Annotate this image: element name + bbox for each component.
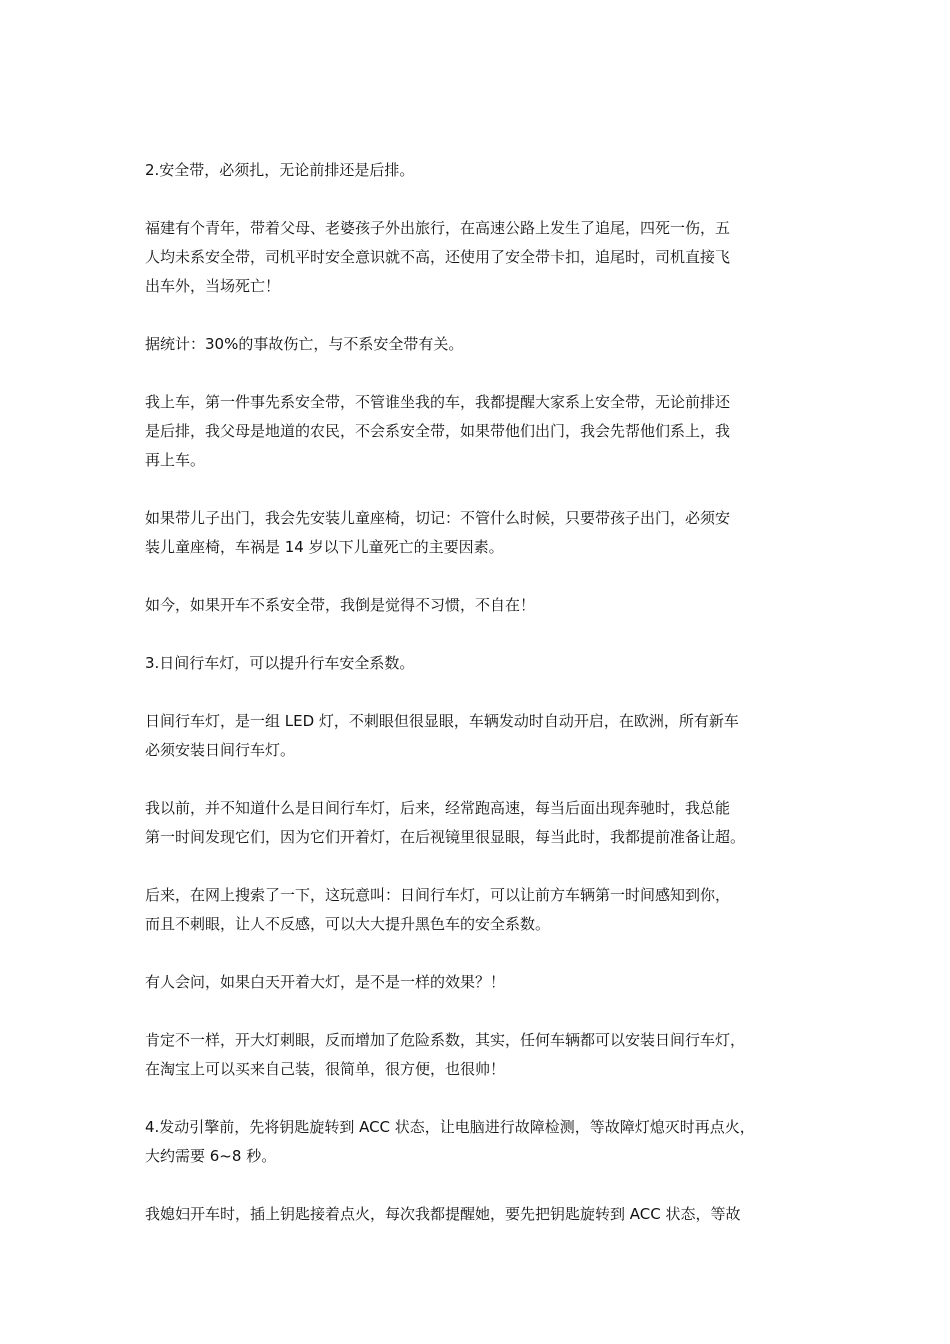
text-line: 如果带儿子出门，我会先安装儿童座椅，切记：不管什么时候，只要带孩子出门，必须安 [145, 509, 731, 527]
text-line: 2.安全带，必须扎，无论前排还是后排。 [145, 161, 415, 179]
text-line: 人均未系安全带，司机平时安全意识就不高，还使用了安全带卡扣，追尾时，司机直接飞 [145, 248, 731, 266]
text-line: 必须安装日间行车灯。 [145, 741, 296, 759]
text-line: 再上车。 [145, 451, 206, 469]
text-line: 第一时间发现它们，因为它们开着灯，在后视镜里很显眼，每当此时，我都提前准备让超。 [145, 828, 746, 846]
paragraph-highway-experience [145, 794, 815, 852]
text-line: 而且不刺眼，让人不反感，可以大大提升黑色车的安全系数。 [145, 915, 551, 933]
paragraph-fujian-accident [145, 214, 815, 301]
paragraph-engine-start-heading [145, 1113, 815, 1171]
text-line: 日间行车灯，是一组 LED 灯，不刺眼但很显眼，车辆发动时自动开启，在欧洲，所有新车 [145, 712, 739, 730]
paragraph-child-seat [145, 504, 815, 562]
text-line: 有人会问，如果白天开着大灯，是不是一样的效果？！ [145, 973, 506, 991]
text-line: 4.发动引擎前，先将钥匙旋转到 ACC 状态，让电脑进行故障检测，等故障灯熄灭时再点火， [145, 1118, 755, 1136]
text-line: 大约需要 6~8 秒。 [145, 1147, 277, 1165]
text-line: 肯定不一样，开大灯刺眼，反而增加了危险系数，其实，任何车辆都可以安装日间行车灯， [145, 1031, 746, 1049]
paragraph-answer [145, 1026, 815, 1084]
document-body [145, 156, 815, 1258]
text-line: 我上车，第一件事先系安全带，不管谁坐我的车，我都提醒大家系上安全带，无论前排还 [145, 393, 731, 411]
text-line: 我以前，并不知道什么是日间行车灯，后来，经常跑高速，每当后面出现奔驰时，我总能 [145, 799, 731, 817]
text-line: 在淘宝上可以买来自己装，很简单，很方便，也很帅！ [145, 1060, 506, 1078]
text-line: 装儿童座椅，车祸是 14 岁以下儿童死亡的主要因素。 [145, 538, 504, 556]
paragraph-habit [145, 591, 815, 620]
paragraph-fasten-first [145, 388, 815, 475]
paragraph-online-search [145, 881, 815, 939]
text-line: 福建有个青年，带着父母、老婆孩子外出旅行，在高速公路上发生了追尾，四死一伤，五 [145, 219, 731, 237]
text-line: 出车外，当场死亡！ [145, 277, 281, 295]
text-line: 3.日间行车灯，可以提升行车安全系数。 [145, 654, 415, 672]
paragraph-statistics [145, 330, 815, 359]
text-line: 据统计：30%的事故伤亡，与不系安全带有关。 [145, 335, 464, 353]
text-line: 是后排，我父母是地道的农民，不会系安全带，如果带他们出门，我会先帮他们系上，我 [145, 422, 731, 440]
text-line: 我媳妇开车时，插上钥匙接着点火，每次我都提醒她，要先把钥匙旋转到 ACC 状态，等故 [145, 1205, 741, 1223]
paragraph-wife-driving [145, 1200, 815, 1229]
text-line: 如今，如果开车不系安全带，我倒是觉得不习惯，不自在！ [145, 596, 536, 614]
text-line: 后来，在网上搜索了一下，这玩意叫：日间行车灯，可以让前方车辆第一时间感知到你， [145, 886, 731, 904]
paragraph-daytime-lights-heading [145, 649, 815, 678]
paragraph-question [145, 968, 815, 997]
paragraph-seatbelt-heading [145, 156, 815, 185]
paragraph-led-lights [145, 707, 815, 765]
